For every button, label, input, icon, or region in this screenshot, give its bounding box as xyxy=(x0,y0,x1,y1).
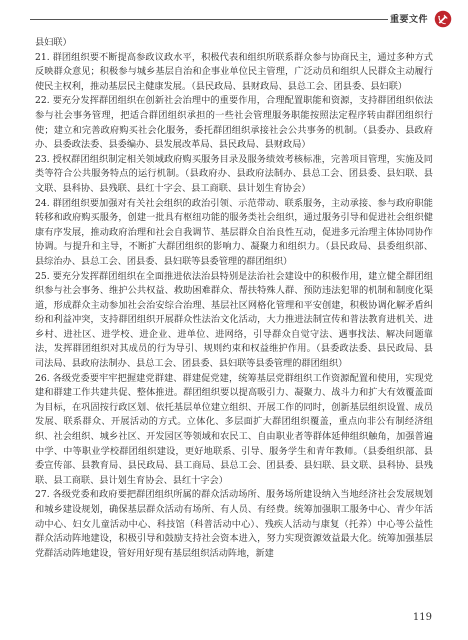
header-rule xyxy=(30,19,388,20)
paragraph: 23. 授权群团组织制定相关领域政府购买服务目录及服务绩效考核标准，完善项目管理，实施及同类等符合公共服务特点的运行机制。（县政府办、县政府法制办、县总工会、团县委、县妇联、县文联、县科协、县残联、县红十字会、县工商联、县计划生育协会） xyxy=(35,153,433,194)
paragraph: 22. 要充分发挥群团组织在创新社会治理中的重要作用，合理配置职能和资源，支持群团组织依法参与社会事务管理，把适合群团组织承担的一些社会管理服务职能按照法定程序转由群团组织行使；建立和完善政府购买社会化服务，委托群团组织承接社会公共事务的机制。（县委办、县政府办、县委政法委、县委编办、县发展改革局、县民政局、县财政局） xyxy=(35,95,433,151)
paragraph: 24. 群团组织要加强对有关社会组织的政治引领、示范带动、联系服务，主动承接、参与政府职能转移和政府购买服务，创建一批具有枢纽功能的服务类社会组织，通过服务引导和促进社会组织健康有序发展，推动政府治理和社会自我调节、基层群众自治良性互动，促进多元治理主体协同协作协调。与提升和主导，不断扩大群团组织的影响力、凝聚力和组织力。（县民政局、县委组织部、县综治办、县总工会、团县委、县妇联等县委管理的群团组织） xyxy=(35,197,433,267)
paragraph: 26. 各级党委要牢牢把握建党群建、群建促党建，统筹基层党群组织工作资源配置和使用，实现党建和群建工作共建共促、整体推进。群团组织要以提高吸引力、凝聚力、战斗力和扩大有效覆盖面为目标，在巩固按行政区划、依托基层单位建立组织、开展工作的同时，创新基层组织设置、成员发展、联系群众、开展活动的方式。立体化、多层面扩大群团组织覆盖，重点向非公有制经济组织、社会组织、城乡社区、开发园区等领域和农民工、自由职业者等群体延伸组织触角，加强普遍中学、中等职业学校群团组织建设，更好地联系、引导、服务学生和青年教师。（县委组织部、县委宣传部、县教育局、县民政局、县工商局、县总工会、团县委、县妇联、县文联、县科协、县残联、县工商联、县计划生育协会、县红十字会） xyxy=(35,372,433,486)
document-body xyxy=(35,36,433,561)
paragraph: 25. 要充分发挥群团组织在全面推进依法治县特别是法治社会建设中的积极作用，建立健全群团组织参与社会事务、维护公共权益、救助困难群众、帮扶特殊人群、预防违法犯罪的机制和制度化渠道，形成群众主动参加社会治安综合治理、基层社区网格化管理和平安创建，积极协调化解矛盾纠纷和利益冲突，支持群团组织开展群众性法治文化活动，大力推进法制宣传和普法教育进机关、进乡村、进社区、进学校、进企业、进单位、进网络，引导群众自觉守法、遇事找法、解决问题靠法，发挥群团组织对其成员的行为导引、规则约束和权益维护作用。（县委政法委、县民政局、县司法局、县政府法制办、县总工会、团县委、县妇联等县委管理的群团组织） xyxy=(35,270,433,370)
paragraph: 27. 各级党委和政府要把群团组织所属的群众活动场所、服务场所建设纳入当地经济社会发展规划和城乡建设规划，确保基层群众活动有场所、有人员、有经费。统筹加强职工服务中心、青少年活动中心、妇女儿童活动中心、科技馆（科普活动中心）、残疾人活动与康复（托养）中心等公益性群众活动阵地建设，积极引导和鼓励支持社会资本进入，努力实现资源效益最大化。统筹加强基层党群活动阵地建设，管好用好现有基层组织活动阵地，新建 xyxy=(35,489,433,559)
paragraph: 21. 群团组织要不断提高参政议政水平，积极代表和组织所联系群众参与协商民主，通过多种方式反映群众意见；积极参与城乡基层自治和企事业单位民主管理，广泛动员和组织人民群众主动履行使民主权利，推动基层民主健康发展。（县民政局、县财政局、县总工会、团县委、县妇联） xyxy=(35,51,433,92)
paragraph: 县妇联） xyxy=(35,37,72,48)
party-emblem-icon xyxy=(434,10,452,28)
page-header xyxy=(0,0,468,36)
page-number: 119 xyxy=(412,612,432,623)
section-label: 重要文件 xyxy=(390,15,429,25)
